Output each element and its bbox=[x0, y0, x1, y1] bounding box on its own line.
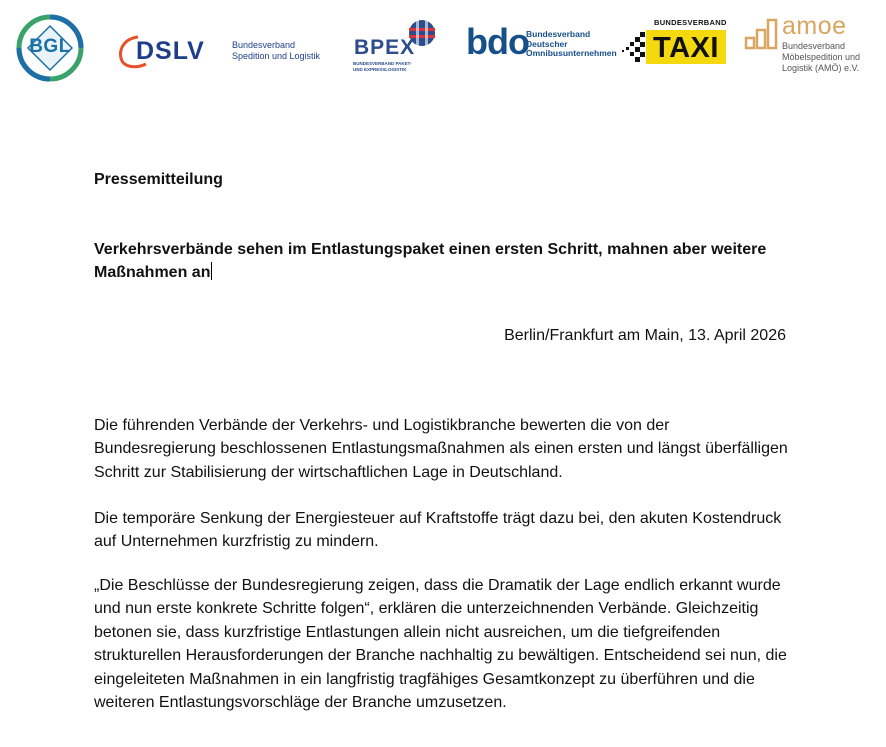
amoe-blocks-icon bbox=[744, 18, 778, 52]
bdo-subtitle: Bundesverband Deutscher Omnibusunternehmen bbox=[526, 29, 617, 58]
bdo-logo bbox=[466, 21, 617, 66]
dslv-wordmark: DSLV bbox=[136, 37, 205, 65]
dateline: Berlin/Frankfurt am Main, 13. April 2026 bbox=[504, 327, 786, 344]
dslv-subtitle: Bundesverband Spedition und Logistik bbox=[232, 40, 321, 61]
bpex-logo bbox=[352, 18, 444, 74]
bdo-wordmark: bdo bbox=[466, 21, 529, 62]
body-paragraph: „Die Beschlüsse der Bundesregierung zeigen, dass die Dramatik der Lage endlich erkannt wurde und nun erste konkrete Schritte folgen“, erklären die unterzeichnenden Verbände. Gleichzeitig betonen sie, dass kurzfristige Entlastungen allein nicht ausreichen, um die tiefgreifenden strukturellen Herausforderungen der Branche nachhaltig zu bewältigen. Entscheidend sei nun, die eingeleiteten Maßnahmen in ein langfristig tragfähiges Gesamtkonzept zu überführen und die weiteren Entlastungsvorschläge der Branche umzusetzen. bbox=[94, 577, 787, 712]
taxi-label: BUNDESVERBAND bbox=[654, 18, 727, 27]
taxi-logo bbox=[620, 18, 730, 68]
body-paragraph: Die temporäre Senkung der Energiesteuer auf Kraftstoffe trägt dazu bei, den akuten Kostendruck auf Unternehmen kurzfristig zu mindern. bbox=[94, 510, 782, 551]
dslv-logo bbox=[116, 34, 336, 70]
amoe-wordmark: amoe bbox=[782, 12, 847, 40]
taxi-wordmark: TAXI bbox=[653, 32, 719, 64]
text-cursor bbox=[211, 262, 212, 280]
bgl-wordmark: BGL bbox=[29, 36, 71, 57]
press-headline[interactable]: Verkehrsverbände sehen im Entlastungspaket einen ersten Schritt, mahnen aber weitere Maßnahmen an bbox=[94, 241, 767, 281]
logo-header bbox=[0, 0, 886, 95]
amoe-subtitle: Bundesverband Möbelspedition und Logistik (AMÖ) e.V. bbox=[782, 41, 861, 73]
amoe-logo bbox=[744, 14, 886, 76]
bpex-subtitle: BUNDESVERBAND PAKET- UND EXPRESSLOGISTIK bbox=[353, 61, 412, 72]
taxi-checker-icon bbox=[620, 30, 646, 64]
bgl-logo bbox=[16, 14, 84, 82]
taxi-sign bbox=[646, 30, 726, 64]
body-paragraph: Die führenden Verbände der Verkehrs- und Logistikbranche bewerten die von der Bundesregierung beschlossenen Entlastungsmaßnahmen als einen ersten und längst überfälligen Schritt zur Stabilisierung der wirtschaftlichen Lage in Deutschland. bbox=[94, 417, 788, 481]
bpex-wordmark: BPEX bbox=[354, 36, 416, 59]
document-label: Pressemitteilung bbox=[94, 171, 223, 188]
